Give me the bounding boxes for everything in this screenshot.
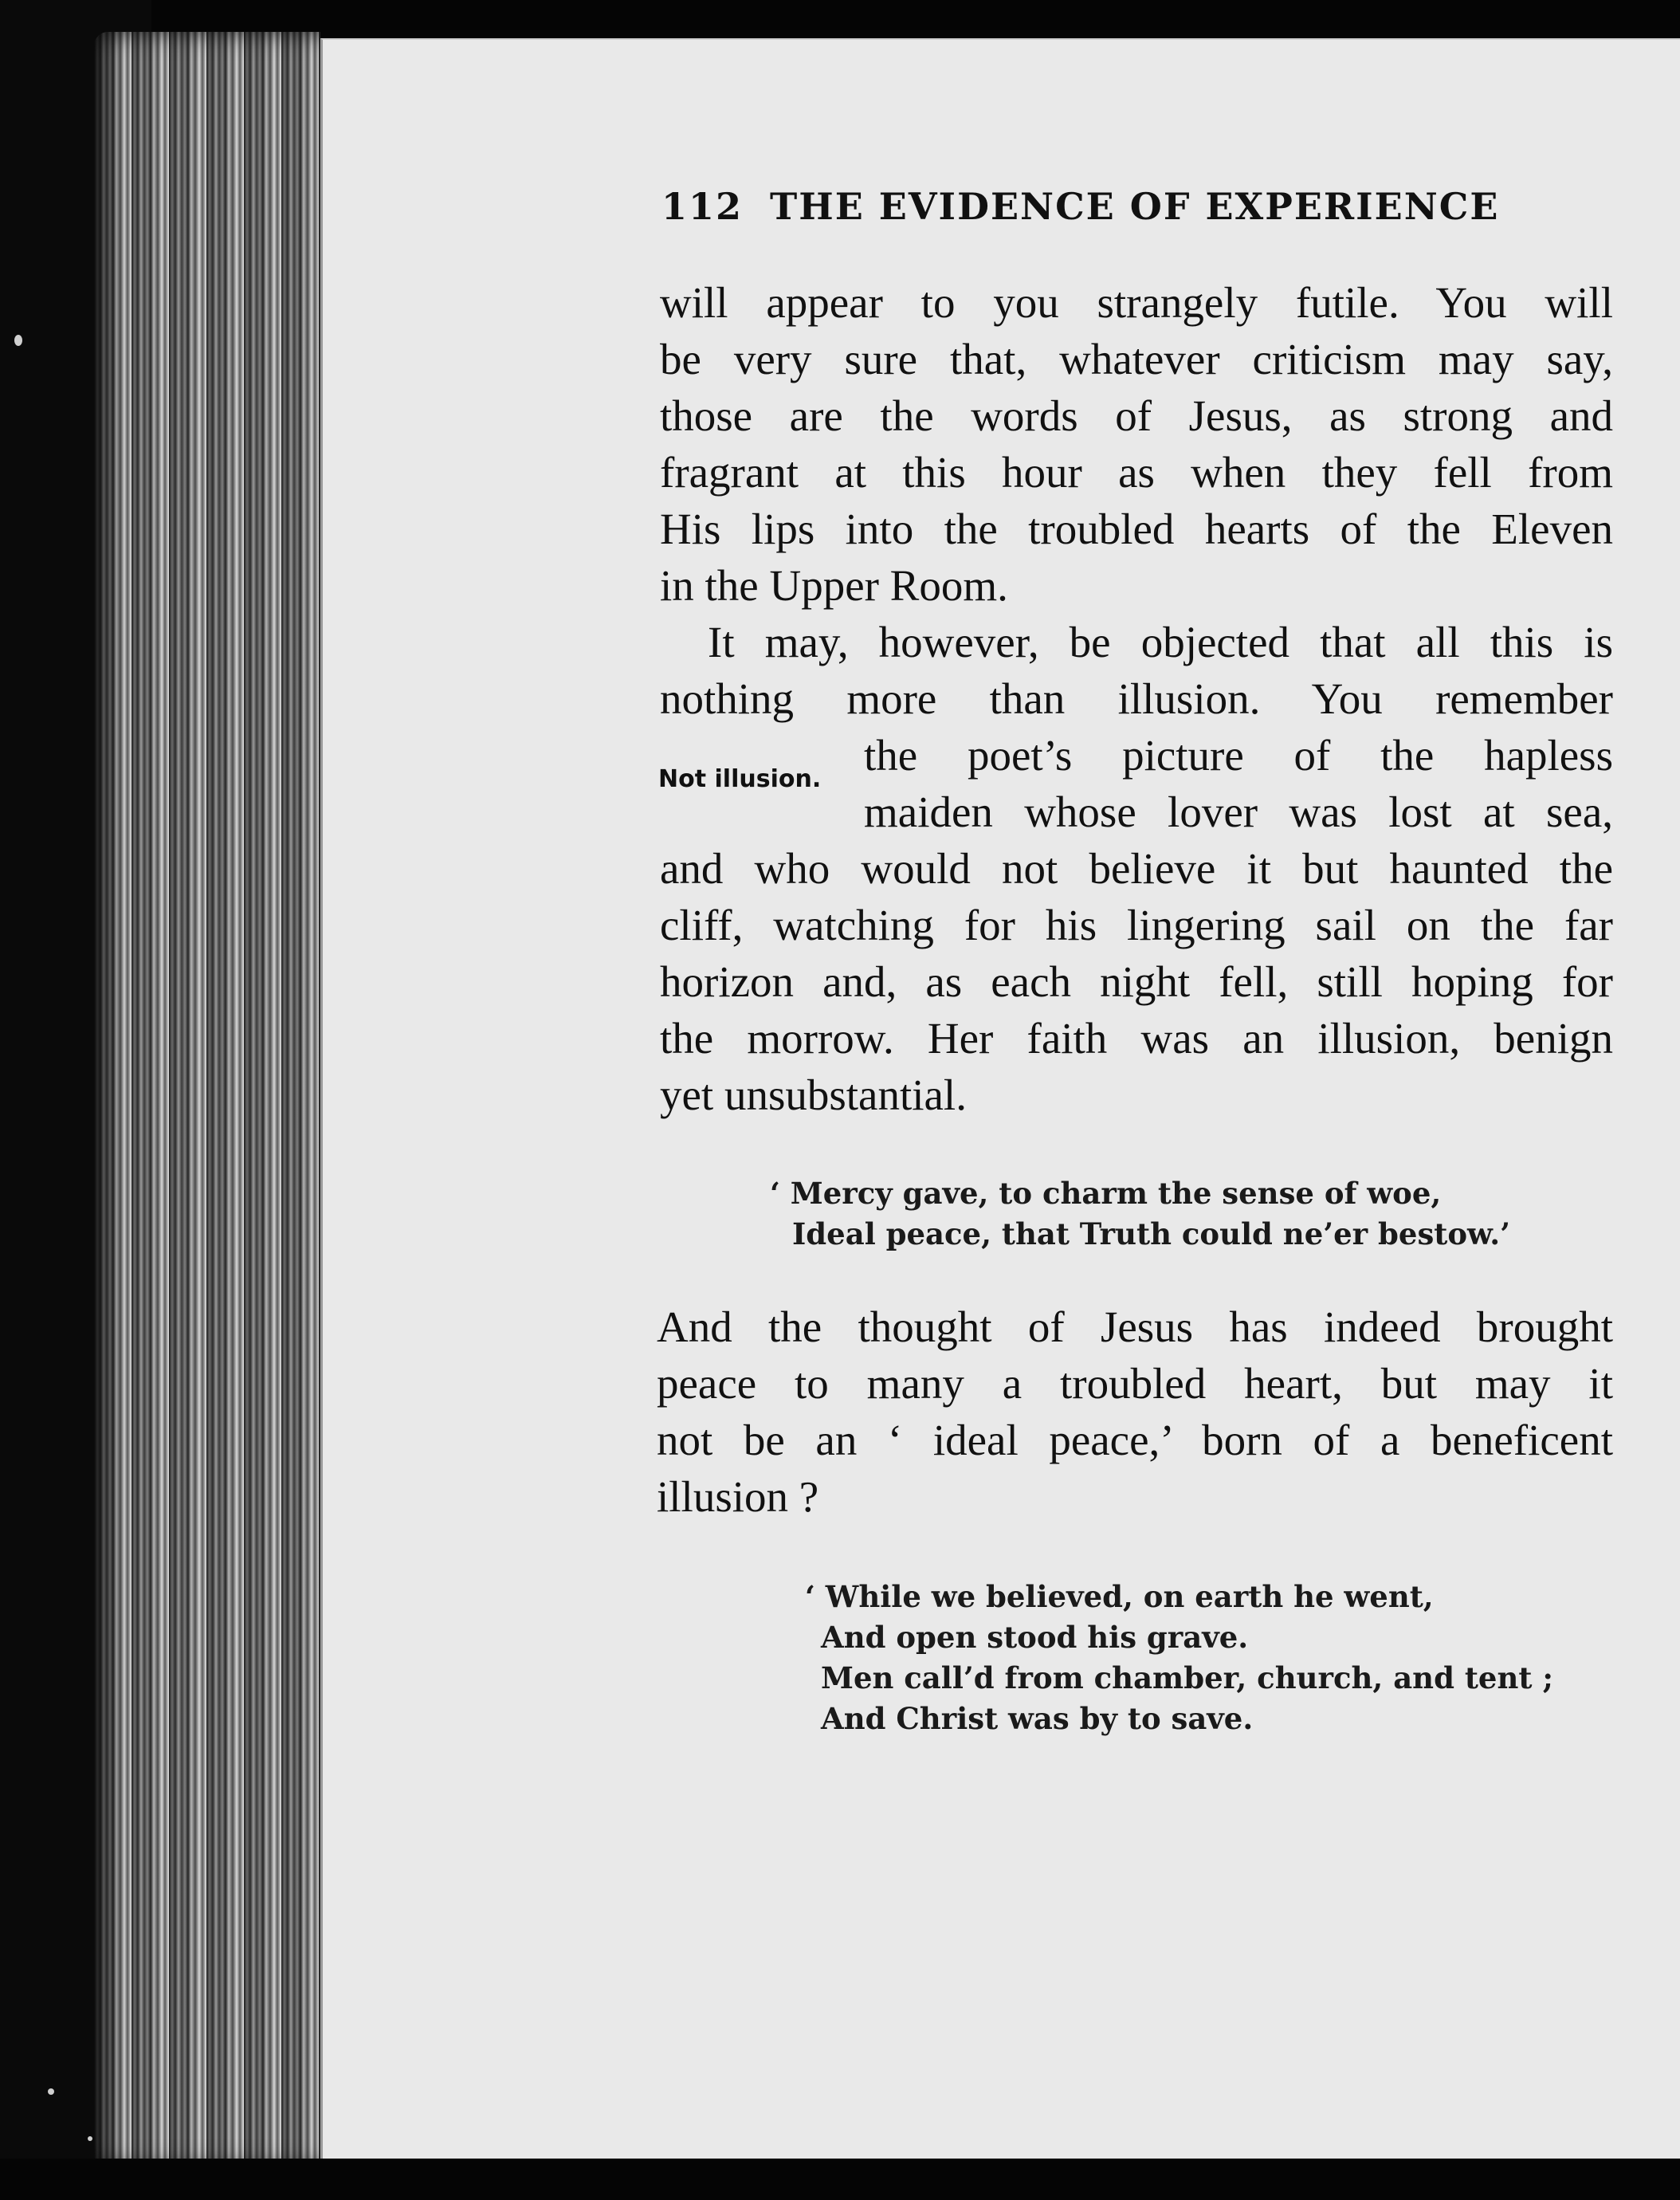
text-line: And the thought of Jesus has indeed brought	[657, 1302, 1613, 1351]
verse-line: Men call’d from chamber, church, and tent ;	[821, 1660, 1553, 1695]
verse-line: Ideal peace, that Truth could ne’er bestow.’	[792, 1216, 1510, 1251]
verse-line: ‘ Mercy gave, to charm the sense of woe,	[770, 1176, 1442, 1211]
text-line: His lips into the troubled hearts of the Eleven	[660, 505, 1613, 553]
text-line: in the Upper Room.	[660, 561, 1008, 610]
text-line: peace to many a troubled heart, but may it	[657, 1359, 1613, 1408]
verse-line: And Christ was by to save.	[821, 1701, 1254, 1736]
text-line: be very sure that, whatever criticism may say,	[660, 335, 1613, 383]
running-title: THE EVIDENCE OF EXPERIENCE	[770, 185, 1500, 228]
text-line: those are the words of Jesus, as strong and	[660, 391, 1613, 440]
margin-note: Not illusion.	[658, 765, 822, 793]
text-line: not be an ‘ ideal peace,’ born of a beneficent	[657, 1416, 1613, 1464]
text-line: fragrant at this hour as when they fell from	[660, 448, 1613, 497]
dust-speck	[48, 2088, 54, 2095]
text-line: will appear to you strangely futile. You will	[660, 278, 1613, 327]
text-line: It may, however, be objected that all this is	[708, 618, 1613, 666]
scan-top-band	[320, 0, 1680, 38]
text-line: cliff, watching for his lingering sail on the far	[660, 901, 1613, 949]
scan-bottom-band	[0, 2159, 1680, 2200]
page-number: 112	[661, 185, 744, 228]
running-head	[661, 185, 1518, 228]
text-line: illusion ?	[657, 1472, 819, 1521]
text-line: nothing more than illusion. You remember	[660, 674, 1613, 723]
text-line: the morrow. Her faith was an illusion, benign	[660, 1014, 1613, 1063]
text-line: horizon and, as each night fell, still hoping for	[660, 957, 1613, 1006]
text-line: maiden whose lover was lost at sea,	[864, 788, 1613, 836]
book-page-edges	[94, 32, 325, 2168]
text-line: the poet’s picture of the hapless	[864, 731, 1613, 780]
dust-speck	[88, 2136, 92, 2141]
text-line: and who would not believe it but haunted the	[660, 844, 1613, 893]
dust-speck	[14, 335, 22, 346]
verse-line: And open stood his grave.	[821, 1620, 1249, 1655]
text-line: yet unsubstantial.	[660, 1071, 967, 1119]
verse-line: ‘ While we believed, on earth he went,	[805, 1579, 1434, 1614]
